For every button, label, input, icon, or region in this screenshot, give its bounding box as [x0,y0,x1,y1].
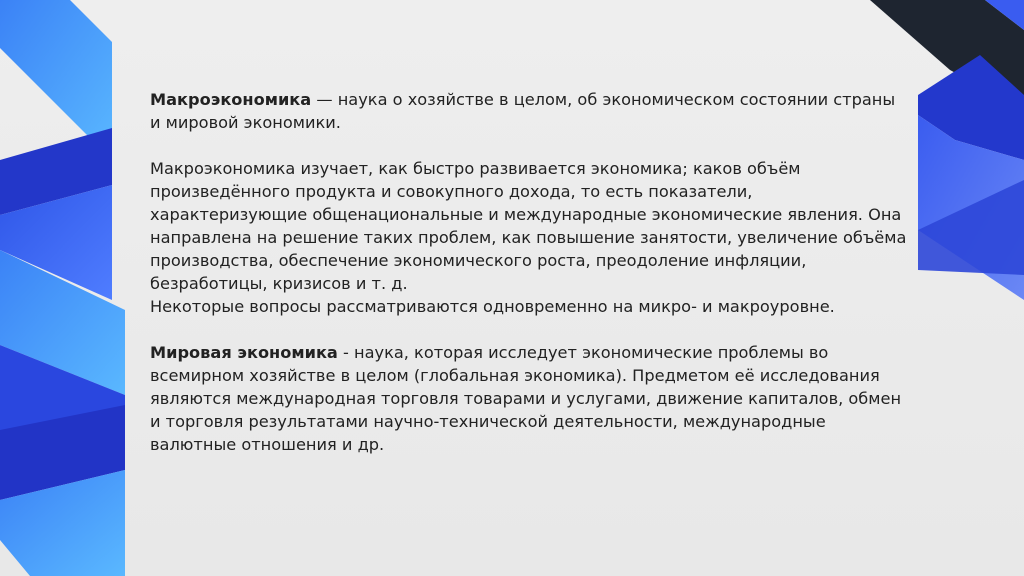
world-economy-definition-text: - наука, которая исследует экономические проблемы во всемирном хозяйстве в целом (глобальная экономика). Предметом её исследования являются международная торговля товарами и услугами, движение капиталов, обмен и торговля результатами научно-технической деятельности, международные валютные отношения и др. [150,343,902,454]
slide-text-body [150,88,910,456]
macroeconomics-definition [150,88,910,134]
world-economy-definition [150,341,910,456]
macroeconomics-term: Макроэкономика [150,90,312,109]
paragraph-gap [150,134,910,157]
world-economy-term: Мировая экономика [150,343,338,362]
paragraph-gap [150,318,910,341]
macroeconomics-definition-text: — наука о хозяйстве в целом, об экономическом состоянии страны и мировой экономики. [150,90,896,132]
micro-macro-note: Некоторые вопросы рассматриваются одновременно на микро- и макроуровне. [150,297,835,316]
macroeconomics-description: Макроэкономика изучает, как быстро развивается экономика; каков объём произведённого продукта и совокупного дохода, то есть показатели, характеризующие общенациональные и международные экономические явления. Она направлена на решение таких проблем, как повышение занятости, увеличение объёма производства, обеспечение экономического роста, преодоление инфляции, безработицы, кризисов и т. д. [150,159,907,293]
